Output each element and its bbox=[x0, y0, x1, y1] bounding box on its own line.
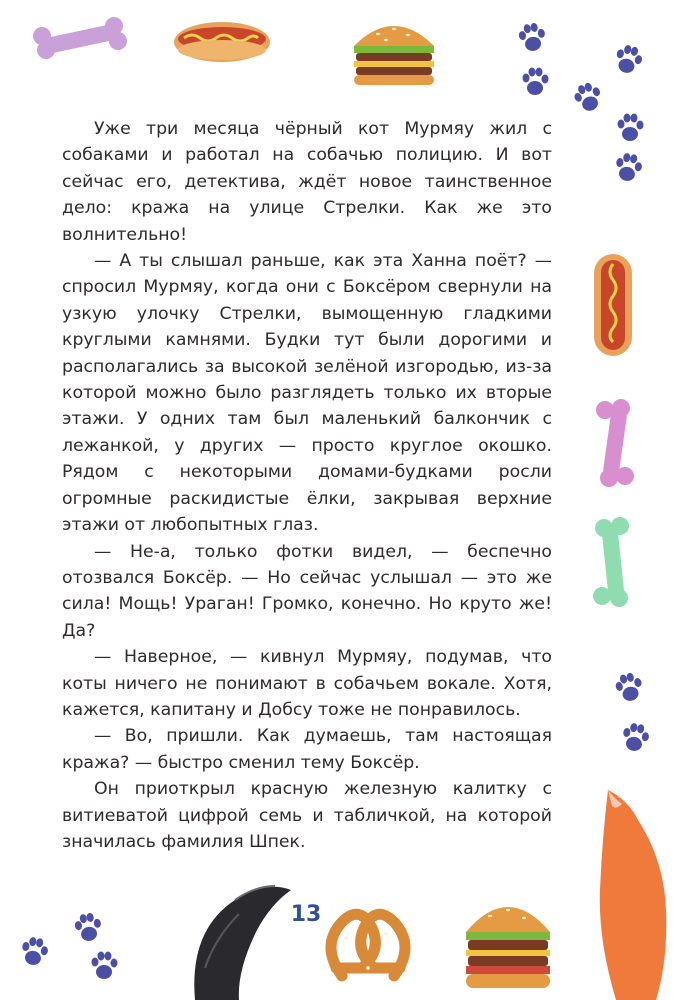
hotdog-icon bbox=[170, 12, 275, 68]
bone-icon bbox=[588, 516, 638, 608]
story-text bbox=[62, 116, 552, 855]
burger-icon bbox=[348, 12, 440, 88]
paragraph: — Наверное, — кивнул Мурмяу, подумав, что коты ничего не понимают в собачьем вокале. Хотя, кажется, капитану и Добсу тоже не понравилось. bbox=[62, 647, 552, 720]
paragraph: — Во, пришли. Как думаешь, там настоящая кража? — быстро сменил тему Боксёр. bbox=[62, 726, 552, 773]
cat-tail-icon bbox=[165, 878, 297, 1000]
paragraph: Он приоткрыл красную железную калитку с витиеватой цифрой семь и табличкой, на которой значилась фамилия Шпек. bbox=[62, 779, 552, 852]
paw-print-icon bbox=[8, 906, 128, 990]
burger-icon bbox=[462, 888, 554, 992]
bone-icon bbox=[593, 398, 637, 488]
paragraph: — Не-а, только фотки видел, — беспечно отозвался Боксёр. — Но сейчас услышал — это же сила! Мощь! Ураган! Громко, конечно. Но круто же! Да? bbox=[62, 541, 552, 641]
paw-print-icon bbox=[605, 670, 665, 770]
bone-icon bbox=[30, 14, 130, 64]
hotdog-icon bbox=[588, 250, 638, 360]
pretzel-icon bbox=[322, 898, 414, 984]
paragraph: — А ты слышал раньше, как эта Ханна поёт? — спросил Мурмяу, когда они с Боксёром свернули на узкую улочку Стрелки, вымощенную гладкими круглыми камнями. Будки тут были дорогими и располагались за высокой зелёной изгородью, из-за которой можно было разглядеть только их вторые этажи. У одних там был маленький балкончик с лежанкой, у других — просто круглое окошко. Рядом с некоторыми домами-будками росли огромные раскидистые ёлки, закрывая верхние этажи от любопытных глаз. bbox=[62, 251, 552, 536]
fox-tail-icon bbox=[592, 786, 672, 1000]
paragraph: Уже три месяца чёрный кот Мурмяу жил с собаками и работал на собачью полицию. И вот сейчас его, детектива, ждёт новое таинственное дело: кража на улице Стрелки. Как же это волнительно! bbox=[62, 119, 552, 245]
page-number: 13 bbox=[290, 902, 322, 927]
